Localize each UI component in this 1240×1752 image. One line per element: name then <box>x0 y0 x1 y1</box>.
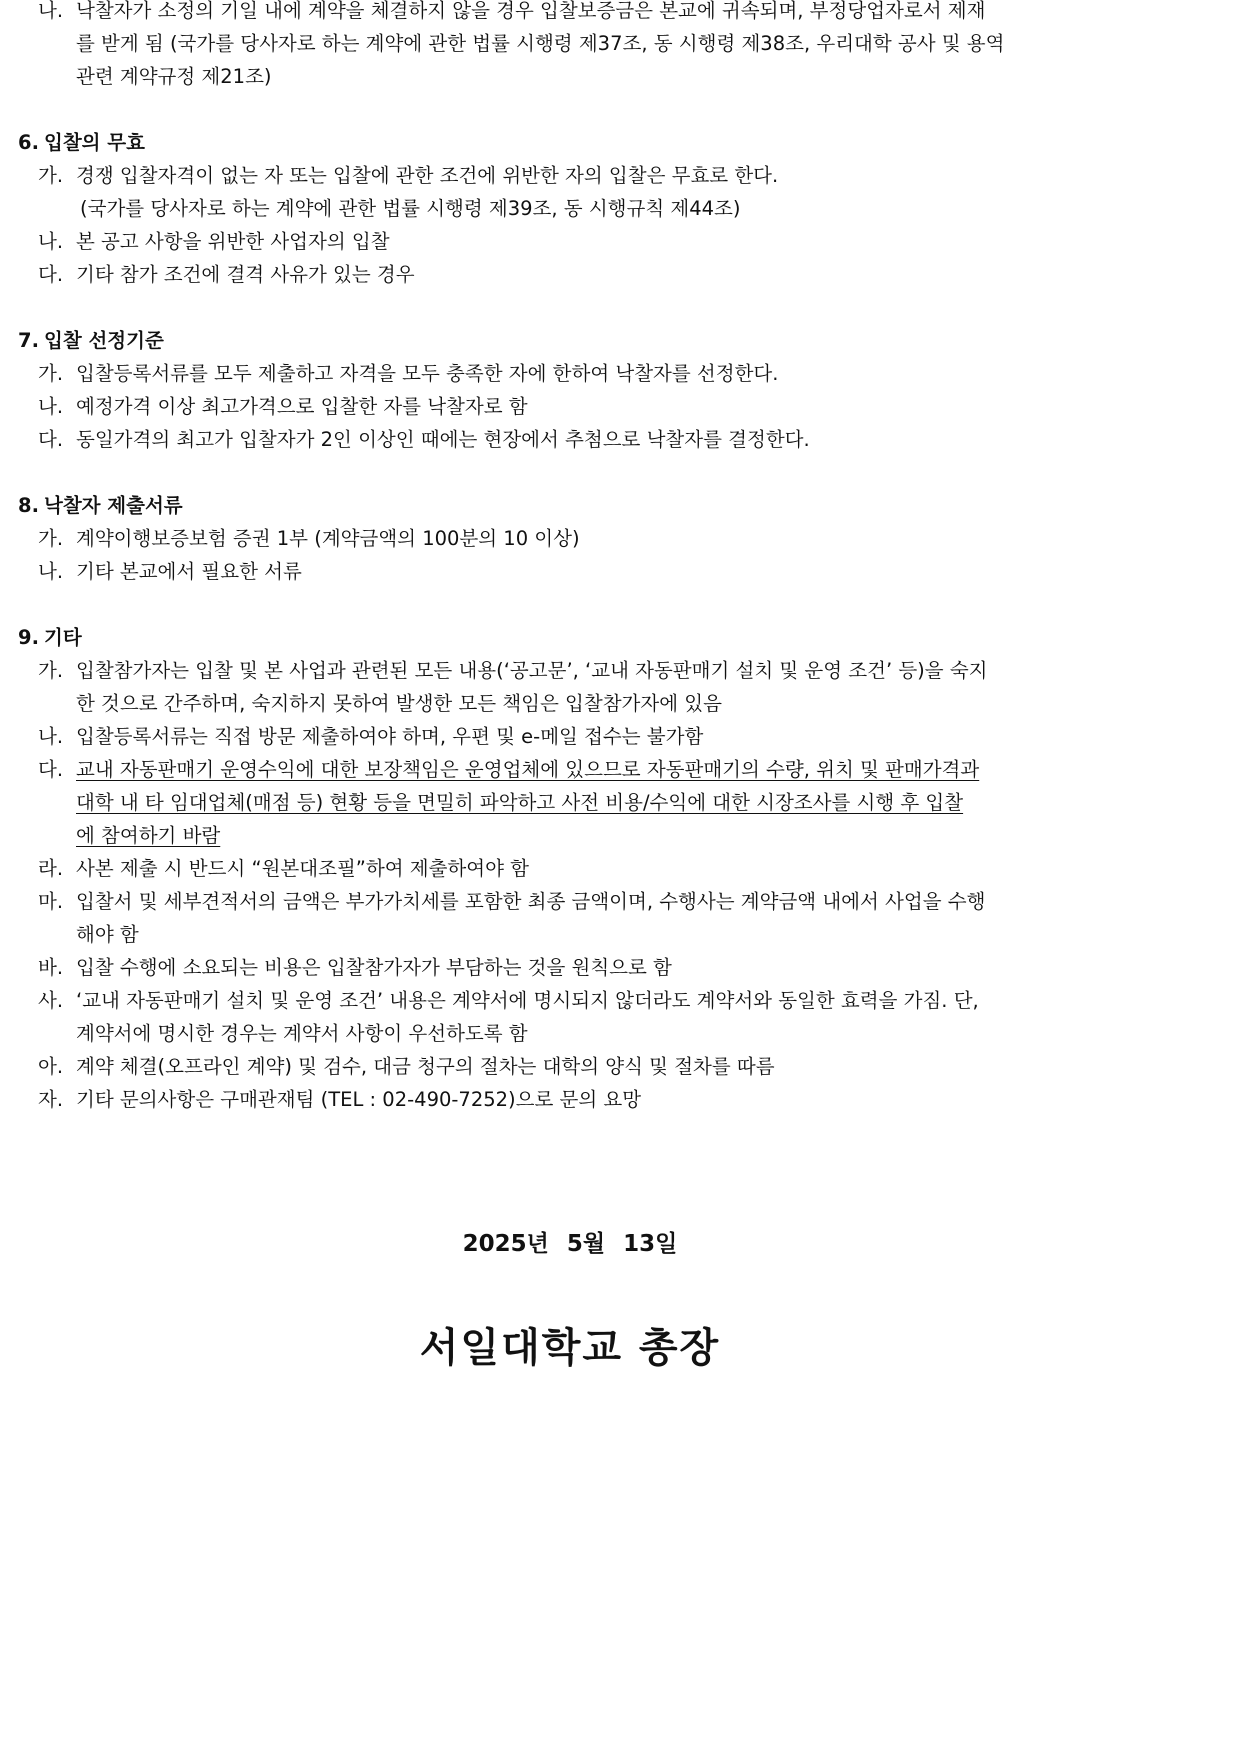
item-text: 동일가격의 최고가 입찰자가 2인 이상인 때에는 현장에서 추첨으로 낙찰자를 결정한다. <box>76 428 810 451</box>
list-item <box>18 720 1128 753</box>
item-text: 기타 참가 조건에 결격 사유가 있는 경우 <box>76 263 415 286</box>
item-marker: 나. <box>38 395 64 418</box>
list-item <box>18 522 1128 555</box>
item-marker: 다. <box>38 263 64 286</box>
list-item <box>18 654 1128 687</box>
item-marker: 나. <box>38 725 64 748</box>
item-marker: 나. <box>38 230 64 253</box>
section-number: 9. <box>18 626 39 649</box>
item-text: 입찰 수행에 소요되는 비용은 입찰참가자가 부담하는 것을 원칙으로 함 <box>76 956 672 979</box>
item-marker: 가. <box>38 659 64 682</box>
item-marker: 마. <box>38 890 64 913</box>
item-line <box>18 60 1128 93</box>
item-text: 계약이행보증보험 증권 1부 (계약금액의 100분의 10 이상) <box>76 527 580 550</box>
item-line <box>18 192 1128 225</box>
list-item <box>18 1050 1128 1083</box>
item-marker: 다. <box>38 758 64 781</box>
item-line <box>18 918 1128 951</box>
item-marker: 자. <box>38 1088 64 1111</box>
item-text: 를 받게 됨 (국가를 당사자로 하는 계약에 관한 법률 시행령 제37조, 동 시행령 제38조, 우리대학 공사 및 용역 <box>76 32 1005 55</box>
item-text: 기타 문의사항은 구매관재팀 (TEL : 02-490-7252)으로 문의 요망 <box>76 1088 642 1111</box>
item-marker: 가. <box>38 164 64 187</box>
list-item <box>18 390 1128 423</box>
section-9 <box>18 621 1128 1116</box>
item-marker: 라. <box>38 857 64 880</box>
item-text: 입찰등록서류를 모두 제출하고 자격을 모두 충족한 자에 한하여 낙찰자를 선정한다. <box>76 362 779 385</box>
section-7 <box>18 324 1128 489</box>
item-text: 입찰등록서류는 직접 방문 제출하여야 하며, 우편 및 e-메일 접수는 불가함 <box>76 725 704 748</box>
item-text: 입찰참가자는 입찰 및 본 사업과 관련된 모든 내용(‘공고문’, ‘교내 자동판매기 설치 및 운영 조건’ 등)을 숙지 <box>76 659 988 682</box>
section-heading <box>18 621 1128 654</box>
item-marker: 다. <box>38 428 64 451</box>
section-heading <box>18 126 1128 159</box>
item-text: 관련 계약규정 제21조) <box>76 65 272 88</box>
list-item <box>18 951 1128 984</box>
list-item <box>18 984 1128 1017</box>
item-text-underlined: 교내 자동판매기 운영수익에 대한 보장책임은 운영업체에 있으므로 자동판매기의 수량, 위치 및 판매가격과 <box>76 758 980 781</box>
item-text-underlined: 에 참여하기 바람 <box>76 824 221 847</box>
item-text: 사본 제출 시 반드시 “원본대조필”하여 제출하여야 함 <box>76 857 529 880</box>
item-marker: 바. <box>38 956 64 979</box>
item-line <box>18 1017 1128 1050</box>
item-text: 기타 본교에서 필요한 서류 <box>76 560 302 583</box>
list-item <box>18 423 1128 456</box>
item-line <box>18 819 1128 852</box>
item-marker: 가. <box>38 362 64 385</box>
item-text: 입찰서 및 세부견적서의 금액은 부가가치세를 포함한 최종 금액이며, 수행사는 계약금액 내에서 사업을 수행 <box>76 890 986 913</box>
section-number: 8. <box>18 494 39 517</box>
item-text: (국가를 당사자로 하는 계약에 관한 법률 시행령 제39조, 동 시행규칙 제44조) <box>80 197 741 220</box>
item-text: 계약서에 명시한 경우는 계약서 사항이 우선하도록 함 <box>76 1022 528 1045</box>
item-text: 예정가격 이상 최고가격으로 입찰한 자를 낙찰자로 함 <box>76 395 528 418</box>
section-heading <box>18 489 1128 522</box>
item-line <box>18 27 1128 60</box>
item-text: 경쟁 입찰자격이 없는 자 또는 입찰에 관한 조건에 위반한 자의 입찰은 무효로 한다. <box>76 164 779 187</box>
item-text: ‘교내 자동판매기 설치 및 운영 조건’ 내용은 계약서에 명시되지 않더라도 계약서와 동일한 효력을 가짐. 단, <box>76 989 979 1012</box>
item-marker: 가. <box>38 527 64 550</box>
section-title: 기타 <box>44 626 82 649</box>
document-date: 2025년 5월 13일 <box>462 1231 678 1257</box>
section-number: 6. <box>18 131 39 154</box>
item-marker: 나. <box>38 560 64 583</box>
item-text: 계약 체결(오프라인 계약) 및 검수, 대금 청구의 절차는 대학의 양식 및 절차를 따름 <box>76 1055 775 1078</box>
section-title: 입찰의 무효 <box>44 131 145 154</box>
list-item <box>18 159 1128 192</box>
item-line <box>18 0 1128 27</box>
section-8 <box>18 489 1128 621</box>
item-text: 낙찰자가 소정의 기일 내에 계약을 체결하지 않을 경우 입찰보증금은 본교에 귀속되며, 부정당업자로서 제재 <box>76 0 986 22</box>
list-item <box>18 1083 1128 1116</box>
list-item <box>18 852 1128 885</box>
item-marker: 나. <box>38 0 64 22</box>
section-title: 낙찰자 제출서류 <box>44 494 183 517</box>
document-body <box>18 0 1128 1122</box>
list-item <box>18 0 1128 99</box>
item-marker: 아. <box>38 1055 64 1078</box>
section-6 <box>18 126 1128 324</box>
section-number: 7. <box>18 329 39 352</box>
item-text-underlined: 대학 내 타 임대업체(매점 등) 현황 등을 면밀히 파악하고 사전 비용/수익에 대한 시장조사를 시행 후 입찰 <box>76 791 964 814</box>
list-item <box>18 258 1128 291</box>
item-text: 한 것으로 간주하며, 숙지하지 못하여 발생한 모든 책임은 입찰참가자에 있음 <box>76 692 722 715</box>
list-item <box>18 225 1128 258</box>
section-heading <box>18 324 1128 357</box>
item-line <box>18 786 1128 819</box>
item-text: 해야 함 <box>76 923 139 946</box>
list-item <box>18 357 1128 390</box>
item-text: 본 공고 사항을 위반한 사업자의 입찰 <box>76 230 390 253</box>
section-title: 입찰 선정기준 <box>44 329 164 352</box>
list-item <box>18 885 1128 918</box>
item-marker: 사. <box>38 989 64 1012</box>
list-item <box>18 555 1128 588</box>
item-line <box>18 687 1128 720</box>
list-item <box>18 753 1128 786</box>
signatory: 서일대학교 총장 <box>419 1325 721 1371</box>
